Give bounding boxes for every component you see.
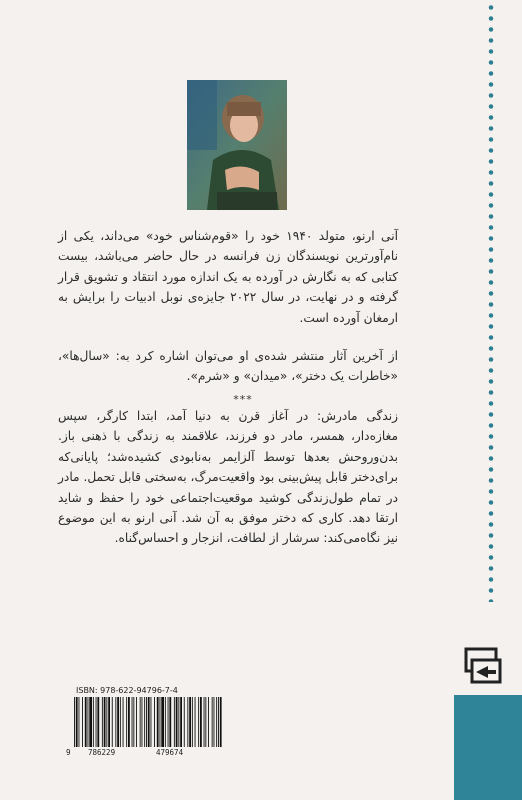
barcode-bar	[216, 697, 217, 747]
barcode-bar	[160, 697, 161, 747]
isbn-label: ISBN: 978-622-94796-7-4	[76, 686, 178, 695]
bio-paragraph-1: آنی ارنو، متولد ۱۹۴۰ خود را «قوم‌شناس خود» می‌داند، یکی از نام‌آورترین نویسندگان زن فرانسه در حال حاضر می‌باشد، بیست کتابی که به نگارش در آورده به یک اندازه مورد انتقاد و تشویق قرار گرفته و در نهایت، در سال ۲۰۲۲ جایزه‌ی نوبل ادبیات را برایش به ارمغان آورده است.	[58, 229, 398, 325]
barcode-bar	[146, 697, 147, 747]
barcode-bar	[102, 697, 103, 747]
barcode-bar	[126, 697, 127, 747]
barcode	[66, 687, 226, 758]
publisher-logo-icon	[462, 646, 504, 688]
barcode-bars	[66, 697, 226, 747]
barcode-bar	[189, 697, 191, 747]
author-photo	[187, 80, 287, 210]
barcode-bar	[198, 697, 199, 747]
barcode-bar	[136, 697, 137, 747]
barcode-digits-right: 479674	[156, 748, 184, 757]
barcode-bar	[104, 697, 106, 747]
barcode-bar	[96, 697, 97, 747]
dotted-border	[488, 2, 494, 602]
barcode-bar	[115, 697, 116, 747]
barcode-bar	[157, 697, 159, 747]
barcode-bar	[140, 697, 141, 747]
barcode-bar	[208, 697, 209, 747]
barcode-bar	[132, 697, 133, 747]
barcode-bar	[108, 697, 110, 747]
barcode-bar	[144, 697, 145, 747]
barcode-bar	[106, 697, 107, 747]
barcode-bar	[93, 697, 94, 747]
barcode-bar	[168, 697, 169, 747]
accent-bar	[454, 695, 522, 800]
barcode-bar	[112, 697, 113, 747]
barcode-bar	[214, 697, 215, 747]
barcode-bar	[97, 697, 99, 747]
barcode-bar	[117, 697, 119, 747]
barcode-bar	[192, 697, 193, 747]
barcode-bar	[169, 697, 171, 747]
barcode-bar	[128, 697, 130, 747]
barcode-bar	[212, 697, 213, 747]
barcode-bar	[89, 697, 92, 747]
barcode-digit-first: 9	[66, 748, 71, 757]
barcode-bar	[154, 697, 155, 747]
barcode-bar	[123, 697, 124, 747]
barcode-bar	[161, 697, 164, 747]
bio-paragraph-3: زندگی مادرش: در آغاز قرن به دنیا آمد، ابتدا کارگر، سپس مغازه‌دار، همسر، مادر دو فرزند، علاقمند به زندگی با ذهنی باز. بدن‌وروحش بعدها توسط آلزایمر به‌نابودی کشیده‌شد؛ پایانی‌که برای‌دختر قابل پیش‌بینی بود واقعیت‌مرگ، به‌سختی قابل تحمل. مادر در تمام طول‌زندگی کوشید موقعیت‌اجتماعی خود را حفظ و شاید ارتقا دهد. کاری که دختر موفق به آن شد. آنی ارنو به این موضوع نیز نگاه‌می‌کند: سرشار از لطافت، انزجار و احساس‌گناه.	[58, 409, 398, 546]
barcode-bar	[76, 697, 78, 747]
barcode-bar	[180, 697, 182, 747]
barcode-bar	[184, 697, 185, 747]
barcode-bar	[133, 697, 134, 747]
bio-paragraph-2: از آخرین آثار منتشر شده‌ی او می‌توان اشاره کرد به: «سال‌ها»، «خاطرات یک دختر»، «میدان» و «شرم».	[58, 349, 398, 384]
barcode-bar	[176, 697, 178, 747]
barcode-bar	[85, 697, 87, 747]
barcode-bar	[178, 697, 179, 747]
barcode-bar	[82, 697, 83, 747]
barcode-bar	[142, 697, 143, 747]
barcode-bar	[218, 697, 219, 747]
barcode-bar	[79, 697, 80, 747]
barcode-bar	[151, 697, 152, 747]
barcode-bar	[195, 697, 196, 747]
barcode-bar	[204, 697, 205, 747]
barcode-bar	[174, 697, 175, 747]
barcode-bar	[187, 697, 188, 747]
barcode-bar	[88, 697, 89, 747]
barcode-bar	[200, 697, 202, 747]
barcode-digits-left: 786229	[88, 748, 116, 757]
section-separator: ***	[233, 393, 253, 406]
barcode-bar	[120, 697, 121, 747]
spine-strip	[454, 0, 522, 800]
barcode-bar	[148, 697, 150, 747]
barcode-bar	[74, 697, 75, 747]
barcode-bar	[220, 697, 222, 747]
barcode-bar	[165, 697, 166, 747]
barcode-bar	[205, 697, 206, 747]
